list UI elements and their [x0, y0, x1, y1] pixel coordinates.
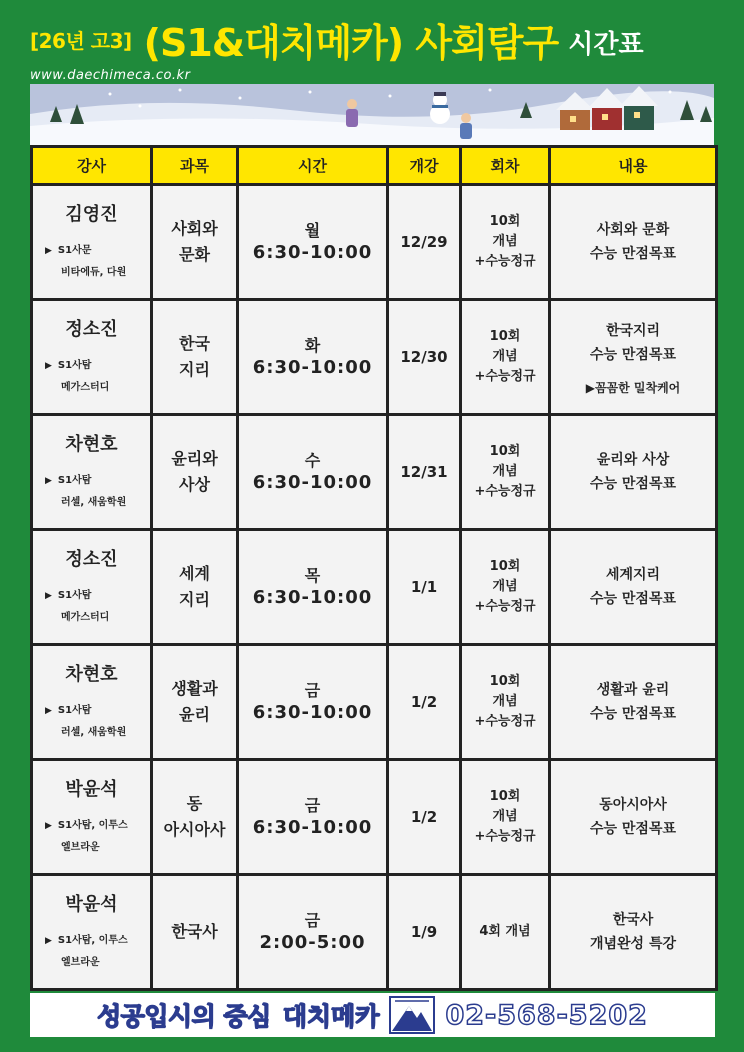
page-subtitle: 시간표: [568, 29, 644, 60]
class-time: 6:30-10:00: [252, 702, 373, 723]
arrow-right-icon: ▶: [45, 476, 52, 486]
content-cell: [550, 185, 717, 300]
snow-village-icon: [30, 84, 714, 146]
start-cell: [388, 645, 461, 760]
title-row: [30, 14, 644, 64]
table-row: [32, 645, 717, 760]
session-cell: [461, 415, 550, 530]
subject-line-1: 윤리와: [171, 449, 218, 468]
session-line-1: 10회: [489, 329, 521, 344]
teacher-affiliation: [33, 470, 150, 514]
content-line-1: 동아시아사: [599, 797, 667, 813]
subject-line-1: 사회와: [171, 219, 218, 238]
subject-cell: [152, 645, 238, 760]
header-start: 개강: [388, 147, 461, 185]
teacher-affiliation: [33, 355, 150, 399]
content-line-2: 개념완성 특강: [589, 936, 677, 952]
start-date: 12/29: [400, 233, 448, 251]
class-time: 6:30-10:00: [252, 357, 373, 378]
teacher-info-2: 메가스터디: [61, 612, 110, 623]
content-line-1: 윤리와 사상: [596, 452, 670, 468]
teacher-info-1: S1사탐: [57, 590, 92, 601]
table-row: [32, 760, 717, 875]
session-line-2: 개념: [492, 694, 518, 709]
content-line-1: 한국사: [612, 912, 654, 928]
class-day: 화: [304, 336, 321, 355]
time-cell: [238, 530, 388, 645]
subject-line-2: 아시아사: [163, 820, 226, 839]
subject-cell: [152, 415, 238, 530]
header-sessions: 회차: [461, 147, 550, 185]
subject-cell: [152, 760, 238, 875]
header-time: 시간: [238, 147, 388, 185]
teacher-cell: [32, 530, 152, 645]
session-line-2: 개념: [492, 579, 518, 594]
session-line-3: +수능정규: [474, 254, 536, 269]
teacher-cell: [32, 645, 152, 760]
content-cell: [550, 760, 717, 875]
subject-line-2: 지리: [179, 590, 210, 609]
content-extra: ▶꼼꼼한 밀착케어: [585, 380, 681, 395]
class-day: 금: [304, 911, 321, 930]
mountain-logo-icon: [389, 996, 435, 1034]
grade-tag: [26년 고3]: [30, 28, 132, 53]
teacher-affiliation: [33, 585, 150, 629]
arrow-right-icon: ▶: [45, 591, 52, 601]
arrow-right-icon: ▶: [45, 936, 52, 946]
content-line-1: 생활과 윤리: [596, 682, 670, 698]
content-cell: [550, 415, 717, 530]
teacher-info-1: S1사문: [57, 245, 92, 256]
teacher-info-1: S1사탐: [57, 475, 92, 486]
footer-banner: [30, 993, 715, 1037]
content-cell: [550, 875, 717, 990]
session-cell: [461, 185, 550, 300]
session-line-1: 10회: [489, 789, 521, 804]
teacher-info-1: S1사탐, 이투스: [57, 820, 128, 831]
class-day: 목: [304, 566, 321, 585]
teacher-affiliation: [33, 240, 150, 284]
header-subject: 과목: [152, 147, 238, 185]
subject-line-2: 지리: [179, 360, 210, 379]
session-line-2: 개념: [492, 234, 518, 249]
arrow-right-icon: ▶: [45, 706, 52, 716]
time-cell: [238, 645, 388, 760]
teacher-info-2: 메가스터디: [61, 382, 110, 393]
session-line-2: 개념: [492, 809, 518, 824]
class-time: 6:30-10:00: [252, 587, 373, 608]
class-time: 6:30-10:00: [252, 242, 373, 263]
session-cell: [461, 300, 550, 415]
start-date: 1/9: [410, 923, 438, 941]
time-cell: [238, 300, 388, 415]
session-line-3: +수능정규: [474, 714, 536, 729]
subject-line-2: 윤리: [179, 705, 210, 724]
subject-line-2: 사상: [179, 475, 210, 494]
start-cell: [388, 185, 461, 300]
teacher-info-1: S1사탐, 이투스: [57, 935, 128, 946]
table-row: [32, 875, 717, 990]
teacher-info-2: 비타에듀, 다원: [61, 267, 127, 278]
session-line-3: +수능정규: [474, 369, 536, 384]
teacher-cell: [32, 760, 152, 875]
session-line-1: 10회: [489, 559, 521, 574]
content-cell: [550, 530, 717, 645]
table-row: [32, 415, 717, 530]
teacher-cell: [32, 875, 152, 990]
arrow-right-icon: ▶: [45, 361, 52, 371]
start-date: 12/30: [400, 348, 448, 366]
content-line-2: 수능 만점목표: [589, 476, 677, 492]
subject-cell: [152, 185, 238, 300]
session-cell: [461, 875, 550, 990]
class-day: 월: [304, 221, 321, 240]
content-cell: [550, 300, 717, 415]
content-line-2: 수능 만점목표: [589, 591, 677, 607]
session-line-3: +수능정규: [474, 599, 536, 614]
teacher-name: 정소진: [65, 549, 118, 570]
start-cell: [388, 760, 461, 875]
teacher-info-2: 러셀, 새움학원: [61, 497, 127, 508]
arrow-right-icon: ▶: [45, 246, 52, 256]
content-line-2: 수능 만점목표: [589, 821, 677, 837]
session-line-1: 4회 개념: [479, 924, 531, 939]
teacher-name: 차현호: [65, 434, 118, 455]
header-content: 내용: [550, 147, 717, 185]
time-cell: [238, 760, 388, 875]
website-url: www.daechimeca.co.kr: [30, 68, 191, 83]
class-time: 2:00-5:00: [259, 932, 366, 953]
subject-line-1: 동: [186, 794, 203, 813]
time-cell: [238, 875, 388, 990]
time-cell: [238, 415, 388, 530]
content-line-1: 사회와 문화: [596, 222, 670, 238]
class-time: 6:30-10:00: [252, 817, 373, 838]
teacher-name: 박윤석: [65, 894, 118, 915]
content-line-1: 세계지리: [605, 567, 661, 583]
start-cell: [388, 875, 461, 990]
class-day: 금: [304, 796, 321, 815]
content-line-2: 수능 만점목표: [589, 346, 677, 363]
teacher-cell: [32, 185, 152, 300]
start-date: 1/2: [410, 808, 438, 826]
teacher-info-1: S1사탐: [57, 360, 92, 371]
footer-phone: 02-568-5202: [445, 999, 648, 1031]
footer-brand: 대치메카: [282, 1002, 380, 1031]
subject-line-1: 한국: [179, 334, 210, 353]
winter-scene-illustration: [30, 84, 714, 146]
footer-slogan: 성공입시의 중심: [97, 1002, 271, 1031]
start-cell: [388, 300, 461, 415]
start-cell: [388, 530, 461, 645]
teacher-affiliation: [33, 930, 150, 974]
start-cell: [388, 415, 461, 530]
start-date: 12/31: [400, 463, 448, 481]
content-line-2: 수능 만점목표: [589, 246, 677, 262]
teacher-name: 김영진: [65, 204, 118, 225]
session-line-1: 10회: [489, 674, 521, 689]
table-header-row: [32, 147, 717, 185]
teacher-info-2: 엘브라운: [61, 957, 100, 968]
class-day: 수: [304, 451, 321, 470]
table-row: [32, 300, 717, 415]
content-cell: [550, 645, 717, 760]
session-cell: [461, 530, 550, 645]
table-row: [32, 185, 717, 300]
header-teacher: 강사: [32, 147, 152, 185]
start-date: 1/2: [410, 693, 438, 711]
subject-line-1: 한국사: [171, 922, 218, 941]
teacher-affiliation: [33, 700, 150, 744]
session-line-3: +수능정규: [474, 484, 536, 499]
table-row: [32, 530, 717, 645]
page-title: (S1&대치메카) 사회탐구: [143, 20, 559, 65]
subject-line-2: 문화: [179, 245, 210, 264]
schedule-table: [30, 145, 718, 991]
teacher-info-2: 엘브라운: [61, 842, 100, 853]
start-date: 1/1: [410, 578, 438, 596]
session-line-1: 10회: [489, 214, 521, 229]
session-line-3: +수능정규: [474, 829, 536, 844]
time-cell: [238, 185, 388, 300]
class-day: 금: [304, 681, 321, 700]
teacher-info-1: S1사탐: [57, 705, 92, 716]
content-line-1: 한국지리: [605, 322, 661, 339]
session-cell: [461, 760, 550, 875]
content-line-2: 수능 만점목표: [589, 706, 677, 722]
session-line-2: 개념: [492, 464, 518, 479]
subject-cell: [152, 300, 238, 415]
subject-line-1: 생활과: [171, 679, 218, 698]
subject-cell: [152, 530, 238, 645]
teacher-info-2: 러셀, 새움학원: [61, 727, 127, 738]
teacher-cell: [32, 300, 152, 415]
teacher-cell: [32, 415, 152, 530]
teacher-affiliation: [33, 815, 150, 859]
session-line-2: 개념: [492, 349, 518, 364]
teacher-name: 정소진: [65, 319, 118, 340]
arrow-right-icon: ▶: [45, 821, 52, 831]
subject-cell: [152, 875, 238, 990]
session-line-1: 10회: [489, 444, 521, 459]
subject-line-1: 세계: [179, 564, 210, 583]
class-time: 6:30-10:00: [252, 472, 373, 493]
teacher-name: 차현호: [65, 664, 118, 685]
schedule-table-container: [30, 145, 715, 991]
session-cell: [461, 645, 550, 760]
teacher-name: 박윤석: [65, 779, 118, 800]
